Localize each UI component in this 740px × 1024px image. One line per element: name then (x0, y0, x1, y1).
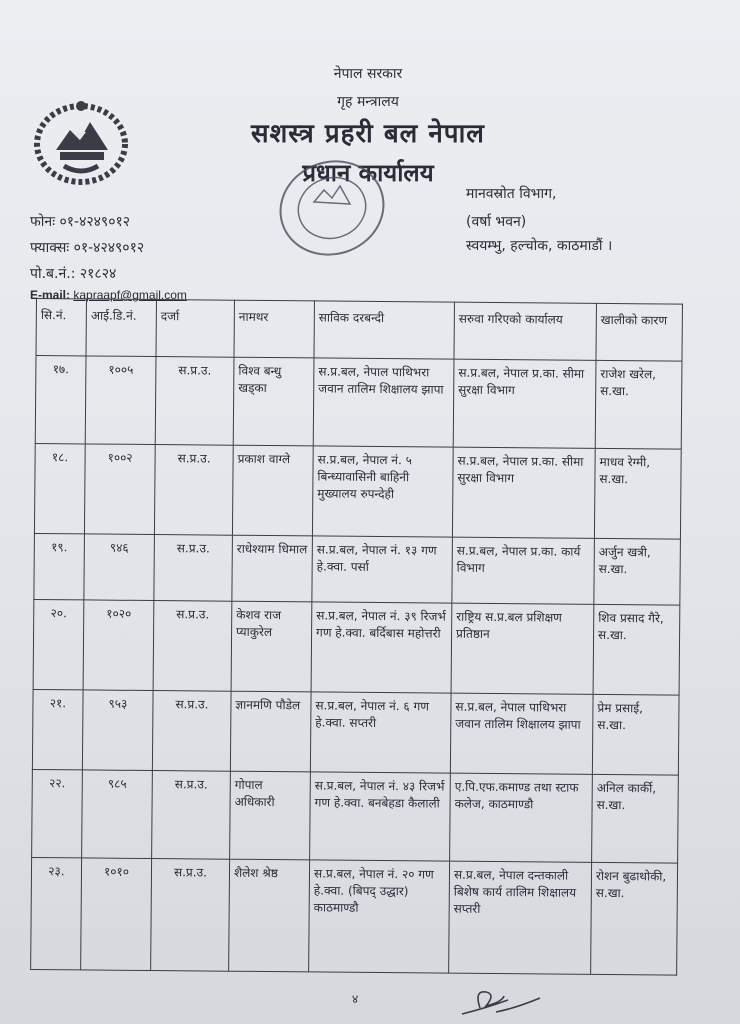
cell-transfer-office: स.प्र.बल, नेपाल दन्तकाली बिशेष कार्य तालिम शिक्षालय सप्तरी (449, 861, 592, 974)
cell-id: ९४६ (84, 534, 155, 601)
cell-previous-post: स.प्र.बल, नेपाल नं. १३ गण हे.क्वा. पर्सा (312, 536, 453, 603)
email-label: E-mail: (30, 288, 71, 302)
cell-name: शैलेश श्रेष्ठ (229, 859, 310, 972)
cell-vacancy-reason: अनिल कार्की, स.खा. (592, 774, 679, 863)
cell-serial: २०. (33, 599, 84, 689)
cell-vacancy-reason: माधव रेग्मी, स.खा. (594, 448, 681, 539)
header-rank: दर्जा (156, 300, 234, 358)
header-serial: सि.नं. (36, 299, 86, 356)
cell-serial: २२. (32, 769, 83, 857)
table-row (33, 599, 680, 695)
government-name: नेपाल सरकार (333, 66, 403, 82)
cell-id: ९८५ (82, 770, 153, 859)
cell-rank: स.प्र.उ. (155, 357, 234, 446)
cell-previous-post: स.प्र.बल, नेपाल नं. २० गण हे.क्वा. (बिपद् उद्धार) काठमाण्डौ (309, 860, 450, 973)
cell-serial: २१. (32, 689, 83, 769)
header-vacancy-reason: खालीको कारण (596, 303, 682, 361)
ministry-name: गृह मन्त्रालय (337, 94, 399, 110)
transfer-table (30, 298, 683, 976)
cell-id: ९५३ (82, 690, 153, 771)
table-row (34, 533, 681, 605)
cell-name: राधेश्याम धिमाल (232, 535, 313, 602)
cell-vacancy-reason: शिव प्रसाद गैरे, स.खा. (593, 604, 680, 695)
cell-rank: स.प्र.उ. (151, 859, 230, 972)
phone-number: फोनः ०१-४२४९०१२ (30, 214, 131, 230)
cell-rank: स.प्र.उ. (154, 535, 233, 602)
table-row (32, 689, 679, 775)
cell-serial: १७. (35, 356, 86, 444)
cell-vacancy-reason: राजेश खरेल, स.खा. (595, 360, 682, 449)
office-stamp-icon (262, 148, 402, 274)
cell-id: १००२ (84, 444, 155, 535)
cell-vacancy-reason: प्रेम प्रसाई, स.खा. (592, 694, 679, 775)
cell-previous-post: स.प्र.बल, नेपाल नं. ४३ रिजर्भ गण हे.क्वा. बनबेहडा कैलाली (310, 772, 451, 861)
cell-name: प्रकाश वाग्ले (232, 445, 313, 536)
office-name: प्रधान कार्यालय (302, 159, 434, 187)
cell-name: विश्व बन्धु खड्का (233, 357, 314, 446)
header-transfer-office: सरुवा गरिएको कार्यालय (454, 302, 596, 360)
table-row (31, 857, 678, 975)
cell-name: केशव राज प्याकुरेल (231, 601, 312, 692)
force-name: सशस्त्र प्रहरी बल नेपाल (251, 119, 485, 149)
page-number: ४ (352, 992, 359, 1006)
cell-previous-post: स.प्र.बल, नेपाल पाथिभरा जवान तालिम शिक्षालय झापा (313, 358, 454, 447)
cell-transfer-office: ए.पि.एफ.कमाण्ड तथा स्टाफ कलेज, काठमाण्डौ (450, 773, 593, 862)
header-previous-post: साविक दरबन्दी (314, 301, 454, 359)
table-row (32, 769, 679, 863)
cell-rank: स.प्र.उ. (153, 601, 232, 692)
department-address: स्वयम्भु, हल्चोक, काठमाडौं । (466, 238, 613, 254)
table-row (34, 443, 681, 539)
cell-name: ज्ञानमणि पौडेल (230, 691, 311, 772)
table-header-row (36, 299, 682, 362)
po-box: पो.ब.नं.: २१८२४ (30, 266, 117, 282)
cell-name: गोपाल अधिकारी (230, 771, 311, 860)
cell-transfer-office: स.प्र.बल, नेपाल प्र.का. सीमा सुरक्षा विभाग (453, 359, 596, 448)
cell-previous-post: स.प्र.बल, नेपाल नं. ५ बिन्ध्यावासिनी बाहिनी मुख्यालय रुपन्देही (312, 446, 453, 537)
cell-id: १०१० (81, 858, 152, 971)
cell-transfer-office: स.प्र.बल, नेपाल प्र.का. सीमा सुरक्षा विभाग (452, 447, 595, 538)
cell-id: १००५ (85, 356, 156, 445)
cell-previous-post: स.प्र.बल, नेपाल नं. ३९ रिजर्भ गण हे.क्वा. बर्दिबास महोत्तरी (311, 602, 452, 693)
cell-rank: स.प्र.उ. (152, 691, 231, 772)
cell-transfer-office: स.प्र.बल, नेपाल पाथिभरा जवान तालिम शिक्षालय झापा (450, 693, 593, 774)
header-name: नामथर (234, 300, 314, 358)
cell-transfer-office: स.प्र.बल, नेपाल प्र.का. कार्य विभाग (452, 537, 595, 604)
email-link[interactable]: kapraapf@gmail.com (73, 288, 187, 302)
signature-icon (456, 978, 546, 1022)
department-line: मानवस्रोत विभाग, (466, 186, 557, 202)
cell-serial: १८. (34, 443, 85, 533)
cell-rank: स.प्र.उ. (154, 445, 233, 536)
cell-serial: १९. (34, 533, 85, 599)
cell-vacancy-reason: रोशन बुढाथोकी, स.खा. (591, 862, 678, 975)
header-id: आई.डि.नं. (86, 299, 156, 357)
cell-vacancy-reason: अर्जुन खत्री, स.खा. (594, 538, 681, 605)
table-row (35, 356, 682, 450)
cell-serial: २३. (31, 857, 82, 969)
fax-number: फ्याक्सः ०१-४२४९०१२ (30, 240, 145, 256)
department-building: (वर्षा भवन) (466, 214, 527, 230)
cell-rank: स.प्र.उ. (152, 771, 231, 860)
cell-transfer-office: राष्ट्रिय स.प्र.बल प्रशिक्षण प्रतिष्ठान (451, 603, 594, 694)
cell-previous-post: स.प्र.बल, नेपाल नं. ६ गण हे.क्वा. सप्तरी (310, 692, 451, 773)
cell-id: १०२० (83, 600, 154, 691)
